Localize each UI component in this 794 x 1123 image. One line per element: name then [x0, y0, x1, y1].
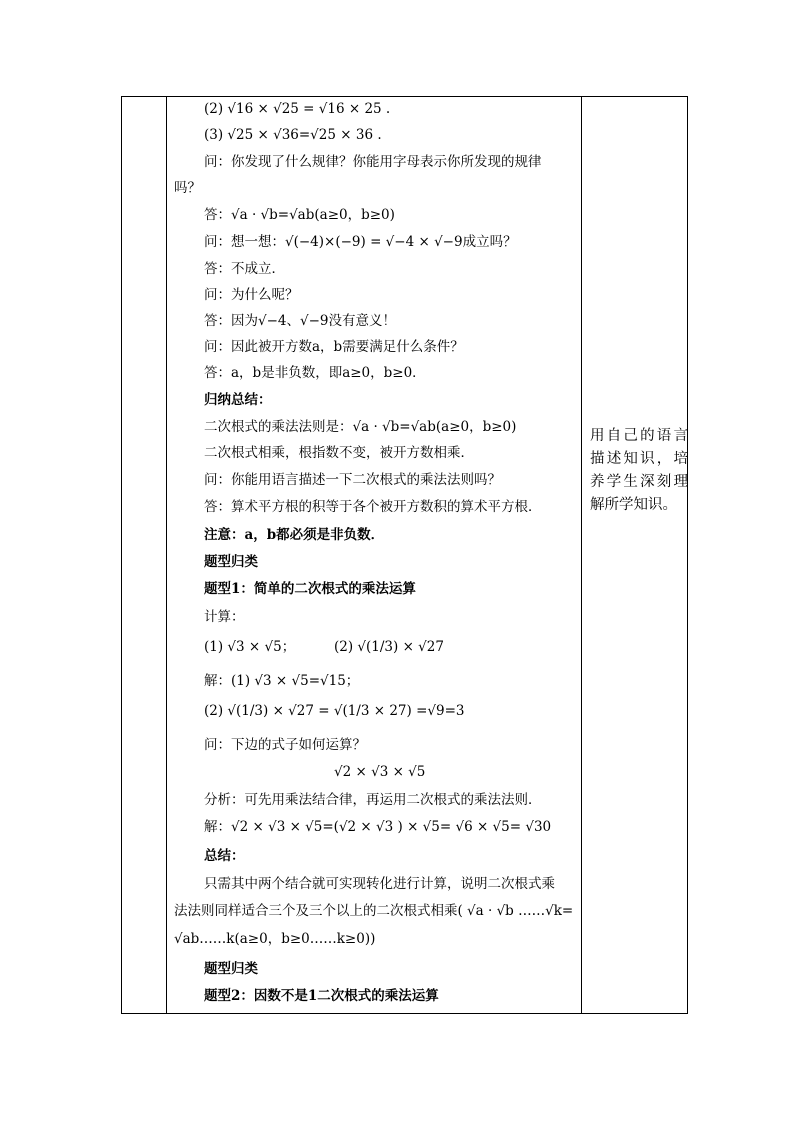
line-2: (2) √16 × √25 = √16 × 25 .: [204, 101, 391, 117]
question-3: 问：为什么呢？: [204, 287, 299, 303]
answer-5: 答：算术平方根的积等于各个被开方数积的算术平方根．: [204, 499, 542, 515]
solution-2: (2) √(1/3) × √27 = √(1/3 × 27) =√9=3: [204, 703, 465, 719]
lesson-table: [121, 96, 688, 1014]
conclusion-heading: 总结：: [204, 848, 245, 864]
conclusion-line-1: 只需其中两个结合就可实现转化进行计算，说明二次根式乘: [204, 876, 555, 892]
analysis: 分析：可先用乘法结合律，再运用二次根式的乘法法则．: [204, 792, 542, 808]
rule-statement: 二次根式相乘，根指数不变，被开方数相乘．: [204, 445, 474, 461]
type-heading-2: 题型归类: [204, 961, 258, 977]
conclusion-line-3: √ab……k(a≥0，b≥0……k≥0)): [174, 931, 376, 947]
solution-3: 解：√2 × √3 × √5=(√2 × √3 ) × √5= √6 × √5= √30: [204, 819, 552, 835]
teaching-content: [174, 97, 582, 1013]
exercise-2: (2) √(1/3) × √27: [334, 639, 444, 655]
calculate-label: 计算：: [204, 609, 245, 625]
line-3: (3) √25 × √36=√25 × 36 .: [204, 127, 382, 143]
question-1a: 问：你发现了什么规律？你能用字母表示你所发现的规律: [204, 154, 542, 170]
answer-1: 答：√a · √b=√ab(a≥0，b≥0): [204, 207, 395, 223]
question-5: 问：你能用语言描述一下二次根式的乘法法则吗？: [204, 472, 501, 488]
expression: √2 × √3 × √5: [334, 764, 426, 780]
question-4: 问：因此被开方数a，b需要满足什么条件？: [204, 339, 464, 355]
type-heading: 题型归类: [204, 554, 258, 570]
type-1-title: 题型1：简单的二次根式的乘法运算: [204, 581, 416, 597]
multiplication-rule: 二次根式的乘法法则是：√a · √b=√ab(a≥0，b≥0): [204, 419, 517, 435]
answer-2: 答：不成立．: [204, 261, 285, 277]
question-2: 问：想一想：√(−4)×(−9) = √−4 × √−9成立吗？: [204, 234, 517, 250]
column-divider-1: [166, 97, 167, 1013]
conclusion-line-2: 法法则同样适合三个及三个以上的二次根式相乘( √a · √b ……√k=: [174, 903, 574, 919]
question-6: 问：下边的式子如何运算？: [204, 737, 366, 753]
answer-3: 答：因为√−4、√−9没有意义！: [204, 313, 397, 329]
exercise-1: (1) √3 × √5；: [204, 639, 296, 655]
type-2-title: 题型2：因数不是1二次根式的乘法运算: [204, 988, 439, 1004]
design-intent-note: 用自己的语言描述知识，培养学生深刻理解所学知识。: [590, 428, 688, 513]
note: 注意：a，b都必须是非负数．: [204, 527, 385, 543]
question-1b: 吗？: [174, 180, 201, 196]
summary-heading: 归纳总结：: [204, 392, 272, 408]
answer-4: 答：a，b是非负数，即a≥0，b≥0．: [204, 365, 426, 381]
solution-1: 解：(1) √3 × √5=√15；: [204, 673, 360, 689]
